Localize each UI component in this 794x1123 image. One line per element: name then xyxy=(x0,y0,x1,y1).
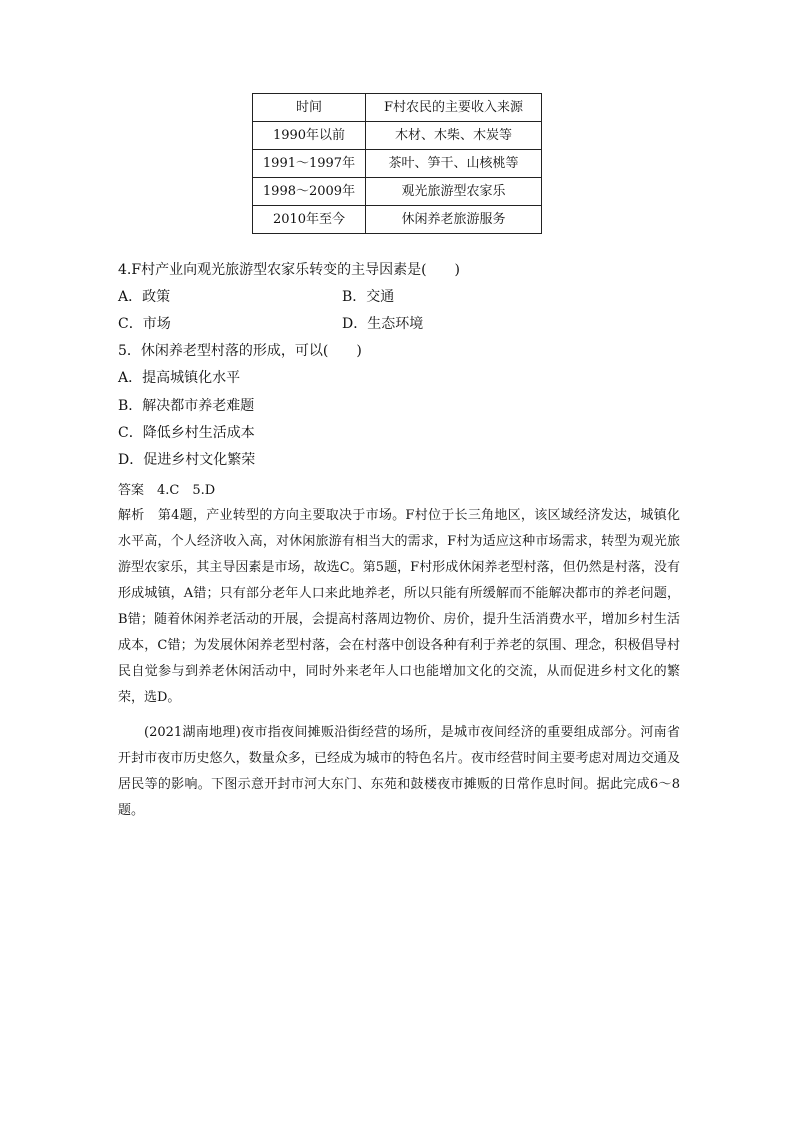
table-row xyxy=(253,206,542,234)
question-4-option-d: D．生态环境 xyxy=(342,316,424,332)
question-5-option-c: C．降低乡村生活成本 xyxy=(118,425,255,441)
cell-income: 茶叶、笋干、山核桃等 xyxy=(366,150,542,178)
answer-line: 答案 4.C 5.D xyxy=(118,483,216,498)
question-4-option-a: A．政策 xyxy=(118,289,171,305)
cell-income: 观光旅游型农家乐 xyxy=(366,178,542,206)
cell-income: 木材、木柴、木炭等 xyxy=(366,122,542,150)
table-row xyxy=(253,122,542,150)
question-5-option-d: D．促进乡村文化繁荣 xyxy=(118,452,256,468)
table-row xyxy=(253,150,542,178)
cell-time: 1990年以前 xyxy=(253,122,366,150)
header-income-source: F村农民的主要收入来源 xyxy=(366,94,542,122)
cell-income: 休闲养老旅游服务 xyxy=(366,206,542,234)
question-5-option-a: A．提高城镇化水平 xyxy=(118,370,241,386)
explanation-block xyxy=(118,503,680,711)
table-row xyxy=(253,178,542,206)
cell-time: 1991～1997年 xyxy=(253,150,366,178)
question-5-stem: 5．休闲养老型村落的形成，可以( ) xyxy=(118,343,362,359)
intro-text: (2021湖南地理)夜市指夜间摊贩沿街经营的场所，是城市夜间经济的重要组成部分。河南省开封市夜市历史悠久，数量众多，已经成为城市的特色名片。夜市经营时间主要考虑对周边交通及居民等的影响。下图示意开封市河大东门、东苑和鼓楼夜市摊贩的日常作息时间。据此完成6～8题。 xyxy=(118,725,680,818)
header-time: 时间 xyxy=(253,94,366,122)
income-source-table xyxy=(252,93,542,234)
question-5-option-b: B．解决都市养老难题 xyxy=(118,398,255,414)
explanation-text: 解析 第4题，产业转型的方向主要取决于市场。F村位于长三角地区，该区域经济发达，城镇化水平高，个人经济收入高，对休闲旅游有相当大的需求，F村为适应这种市场需求，转型为观光旅游型农家乐，其主导因素是市场，故选C。第5题，F村形成休闲养老型村落，但仍然是村落，没有形成城镇，A错；只有部分老年人口来此地养老，所以只能有所缓解而不能解决都市的养老问题，B错；随着休闲养老活动的开展，会提高村落周边物价、房价，提升生活消费水平，增加乡村生活成本，C错；为发展休闲养老型村落，会在村落中创设各种有利于养老的氛围、理念，积极倡导村民自觉参与到养老休闲活动中，同时外来老年人口也能增加文化的交流，从而促进乡村文化的繁荣，选D。 xyxy=(118,508,680,705)
cell-time: 2010年至今 xyxy=(253,206,366,234)
next-question-intro xyxy=(118,720,680,824)
question-4-stem: 4.F村产业向观光旅游型农家乐转变的主导因素是( ) xyxy=(118,262,460,278)
table-header-row xyxy=(253,94,542,122)
question-4-option-c: C．市场 xyxy=(118,316,171,332)
question-4-option-b: B．交通 xyxy=(342,289,395,305)
cell-time: 1998～2009年 xyxy=(253,178,366,206)
